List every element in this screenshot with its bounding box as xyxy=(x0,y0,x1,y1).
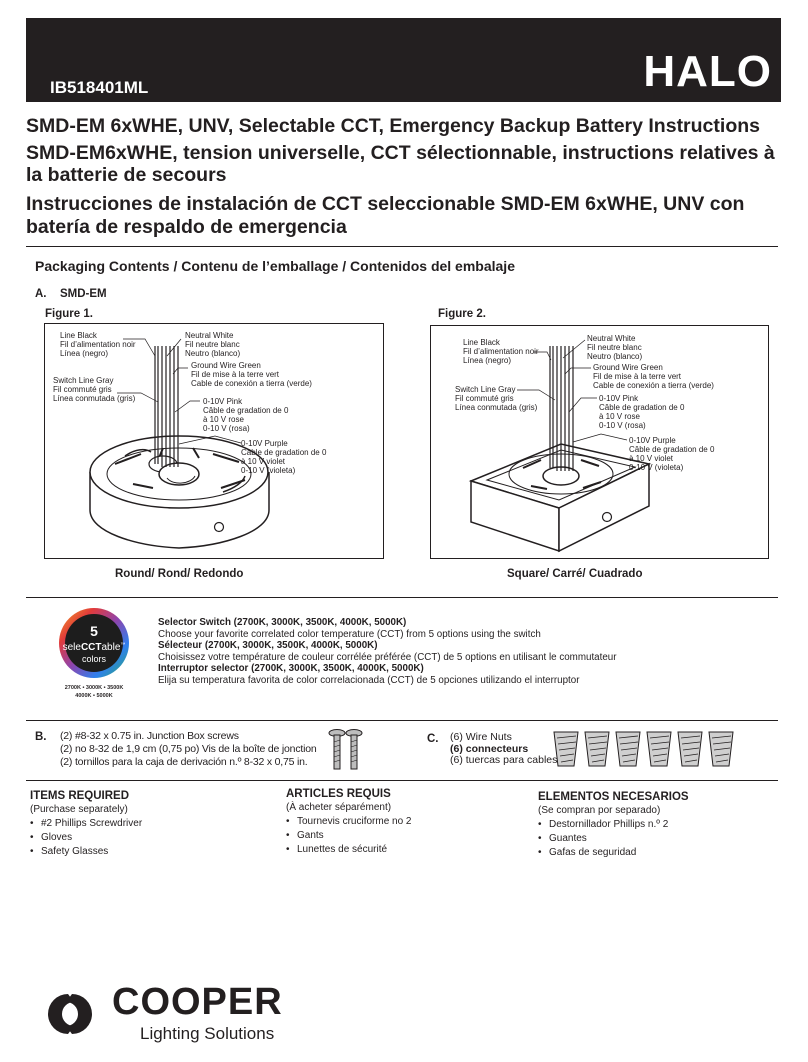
figure2-title: Figure 2. xyxy=(438,308,486,320)
cooper-logo-mark-icon xyxy=(38,986,102,1042)
item-c-line-es: (6) tuercas para cables xyxy=(450,754,558,766)
items-divider xyxy=(26,780,778,781)
svg-text:0-10V PinkCâble de gradation d: 0-10V Pink Câble de gradation de 0 à 10 V rose 0-10 V (rosa) xyxy=(203,397,289,433)
fig1-ground-green-en: Ground Wire Green xyxy=(191,361,261,370)
fig2-line-black-en: Line Black xyxy=(463,338,500,347)
cooper-wordmark: COOPER xyxy=(112,981,283,1023)
selector-es-head: Interruptor selector (2700K, 3000K, 3500K, 4000K, 5000K) xyxy=(158,663,424,674)
fig1-purple-en: 0-10V Purple xyxy=(241,439,288,448)
selector-en-body: Choose your favorite correlated color temperature (CCT) from 5 options using the switch xyxy=(158,628,541,640)
svg-text:4000K • 5000K: 4000K • 5000K xyxy=(75,693,113,699)
svg-text:seleCCTable™: seleCCTable™ xyxy=(62,642,126,653)
fig2-neutral-white-en: Neutral White xyxy=(587,334,636,343)
items-required-fr-heading: ARTICLES REQUIS xyxy=(286,788,391,800)
square-fixture-diagram xyxy=(431,326,768,558)
list-item: • Gants xyxy=(286,829,516,843)
figure1-title: Figure 1. xyxy=(45,308,93,320)
cooper-tagline: Lighting Solutions xyxy=(140,1024,275,1043)
selector-es-body: Elija su temperatura favorita de color correlacionada (CCT) de 5 opciones utilizando el interruptor xyxy=(158,674,580,686)
items-required-en-sub: (Purchase separately) xyxy=(30,804,128,815)
fig1-switch-gray-en: Switch Line Gray xyxy=(53,376,114,385)
title-french-line2: la batterie de secours xyxy=(26,164,227,186)
item-c-line-en: (6) Wire Nuts xyxy=(450,731,512,743)
wire-nuts-icon xyxy=(552,728,742,770)
selector-fr-head: Sélecteur (2700K, 3000K, 3500K, 4000K, 5000K) xyxy=(158,640,378,651)
screws-icon xyxy=(326,728,366,772)
selector-fr-body: Choisissez votre température de couleur corrélée préférée (CCT) de 5 options en utilisant le commutateur xyxy=(158,651,617,663)
item-a-name: SMD-EM xyxy=(60,288,107,300)
svg-text:5: 5 xyxy=(90,623,98,639)
svg-text:2700K • 3000K • 3500K: 2700K • 3000K • 3500K xyxy=(64,685,124,691)
svg-text:Ground Wire GreenFil de mise à: Ground Wire Green Fil de mise à la terre vert Cable de conexión a tierra (verde) xyxy=(593,363,714,390)
items-required-fr xyxy=(286,788,516,857)
items-required-en xyxy=(30,790,260,859)
figure1-box xyxy=(44,323,384,559)
items-required-fr-sub: (À acheter séparément) xyxy=(286,802,392,813)
title-spanish-line2: batería de respaldo de emergencia xyxy=(26,216,347,238)
halo-logo: HALO xyxy=(643,47,772,96)
list-item: • Guantes xyxy=(538,832,778,846)
fig2-ground-green-en: Ground Wire Green xyxy=(593,363,663,372)
svg-text:Neutral WhiteFil neutre blancN: Neutral White Fil neutre blanc Neutro (blanco) xyxy=(587,334,643,361)
packaging-heading: Packaging Contents / Contenu de l’emballage / Contenidos del embalaje xyxy=(35,258,515,274)
items-required-es-sub: (Se compran por separado) xyxy=(538,805,661,816)
item-b-line-es: (2) tornillos para la caja de derivación n.º 8-32 x 0,75 in. xyxy=(60,756,308,768)
svg-text:Switch Line GrayFil commuté gr: Switch Line Gray Fil commuté gris Línea conmutada (gris) xyxy=(455,385,538,412)
figure1-caption: Round/ Rond/ Redondo xyxy=(115,568,244,580)
title-divider xyxy=(26,246,778,247)
list-item: • Lunettes de sécurité xyxy=(286,843,516,857)
svg-text:colors: colors xyxy=(81,654,107,664)
title-spanish-line1: Instrucciones de instalación de CCT seleccionable SMD-EM 6xWHE, UNV con xyxy=(26,193,745,215)
svg-text:Switch Line GrayFil commuté gr: Switch Line Gray Fil commuté gris Línea conmutada (gris) xyxy=(53,376,136,403)
fig2-purple-en: 0-10V Purple xyxy=(629,436,676,445)
svg-text:Ground Wire GreenFil de mise à: Ground Wire Green Fil de mise à la terre vert Cable de conexión a tierra (verde) xyxy=(191,361,312,388)
item-b-letter: B. xyxy=(35,731,47,743)
round-fixture-diagram xyxy=(45,324,383,558)
item-b-line-fr: (2) no 8-32 de 1,9 cm (0,75 po) Vis de la boîte de jonction xyxy=(60,743,317,755)
items-required-en-heading: ITEMS REQUIRED xyxy=(30,790,130,802)
title-english: SMD-EM 6xWHE, UNV, Selectable CCT, Emergency Backup Battery Instructions xyxy=(26,115,760,137)
list-item: • Tournevis cruciforme no 2 xyxy=(286,815,516,829)
item-c-letter: C. xyxy=(427,733,439,745)
svg-text:Neutral WhiteFil neutre blancN: Neutral White Fil neutre blanc Neutro (blanco) xyxy=(185,331,241,358)
selector-divider-top xyxy=(26,597,778,598)
item-c-line-fr: (6) connecteurs xyxy=(450,742,529,755)
svg-text:0-10V PurpleCâble de gradation: 0-10V Purple Câble de gradation de 0 à 10 V violet 0-10 V (violeta) xyxy=(629,436,715,472)
svg-text:0-10V PinkCâble de gradation d: 0-10V Pink Câble de gradation de 0 à 10 V rose 0-10 V (rosa) xyxy=(599,394,685,430)
selectcct-logo xyxy=(50,607,138,707)
svg-text:Line BlackFil d’alimentation n: Line Black Fil d’alimentation noir Línea (negro) xyxy=(463,338,539,365)
list-item: • Gloves xyxy=(30,831,260,845)
fig2-pink-en: 0-10V Pink xyxy=(599,394,639,403)
items-required-es xyxy=(538,791,778,860)
fig1-pink-en: 0-10V Pink xyxy=(203,397,243,406)
figure2-caption: Square/ Carré/ Cuadrado xyxy=(507,568,643,580)
item-a-letter: A. xyxy=(35,288,47,300)
item-b-line-en: (2) #8-32 x 0.75 in. Junction Box screws xyxy=(60,730,239,742)
list-item: • Safety Glasses xyxy=(30,845,260,859)
list-item: • Gafas de seguridad xyxy=(538,846,778,860)
item-c-text xyxy=(450,732,557,767)
selector-divider-bottom xyxy=(26,720,778,721)
svg-text:0-10V PurpleCâble de gradation: 0-10V Purple Câble de gradation de 0 à 10 V violet 0-10 V (violeta) xyxy=(241,439,327,475)
figure2-box xyxy=(430,325,769,559)
items-required-es-heading: ELEMENTOS NECESARIOS xyxy=(538,791,689,803)
selector-text-block xyxy=(158,617,768,686)
list-item: • #2 Phillips Screwdriver xyxy=(30,817,260,831)
list-item: • Destornillador Phillips n.º 2 xyxy=(538,818,778,832)
title-french-line1: SMD-EM6xWHE, tension universelle, CCT sélectionnable, instructions relatives à xyxy=(26,142,775,164)
selector-en-head: Selector Switch (2700K, 3000K, 3500K, 4000K, 5000K) xyxy=(158,617,407,628)
fig1-line-black-en: Line Black xyxy=(60,331,97,340)
fig1-neutral-white-en: Neutral White xyxy=(185,331,234,340)
fig2-switch-gray-en: Switch Line Gray xyxy=(455,385,516,394)
document-code: IB518401ML xyxy=(50,78,149,97)
svg-text:Line BlackFil d’alimentation n: Line Black Fil d’alimentation noir Línea (negro) xyxy=(60,331,136,358)
item-b-text xyxy=(60,730,317,769)
